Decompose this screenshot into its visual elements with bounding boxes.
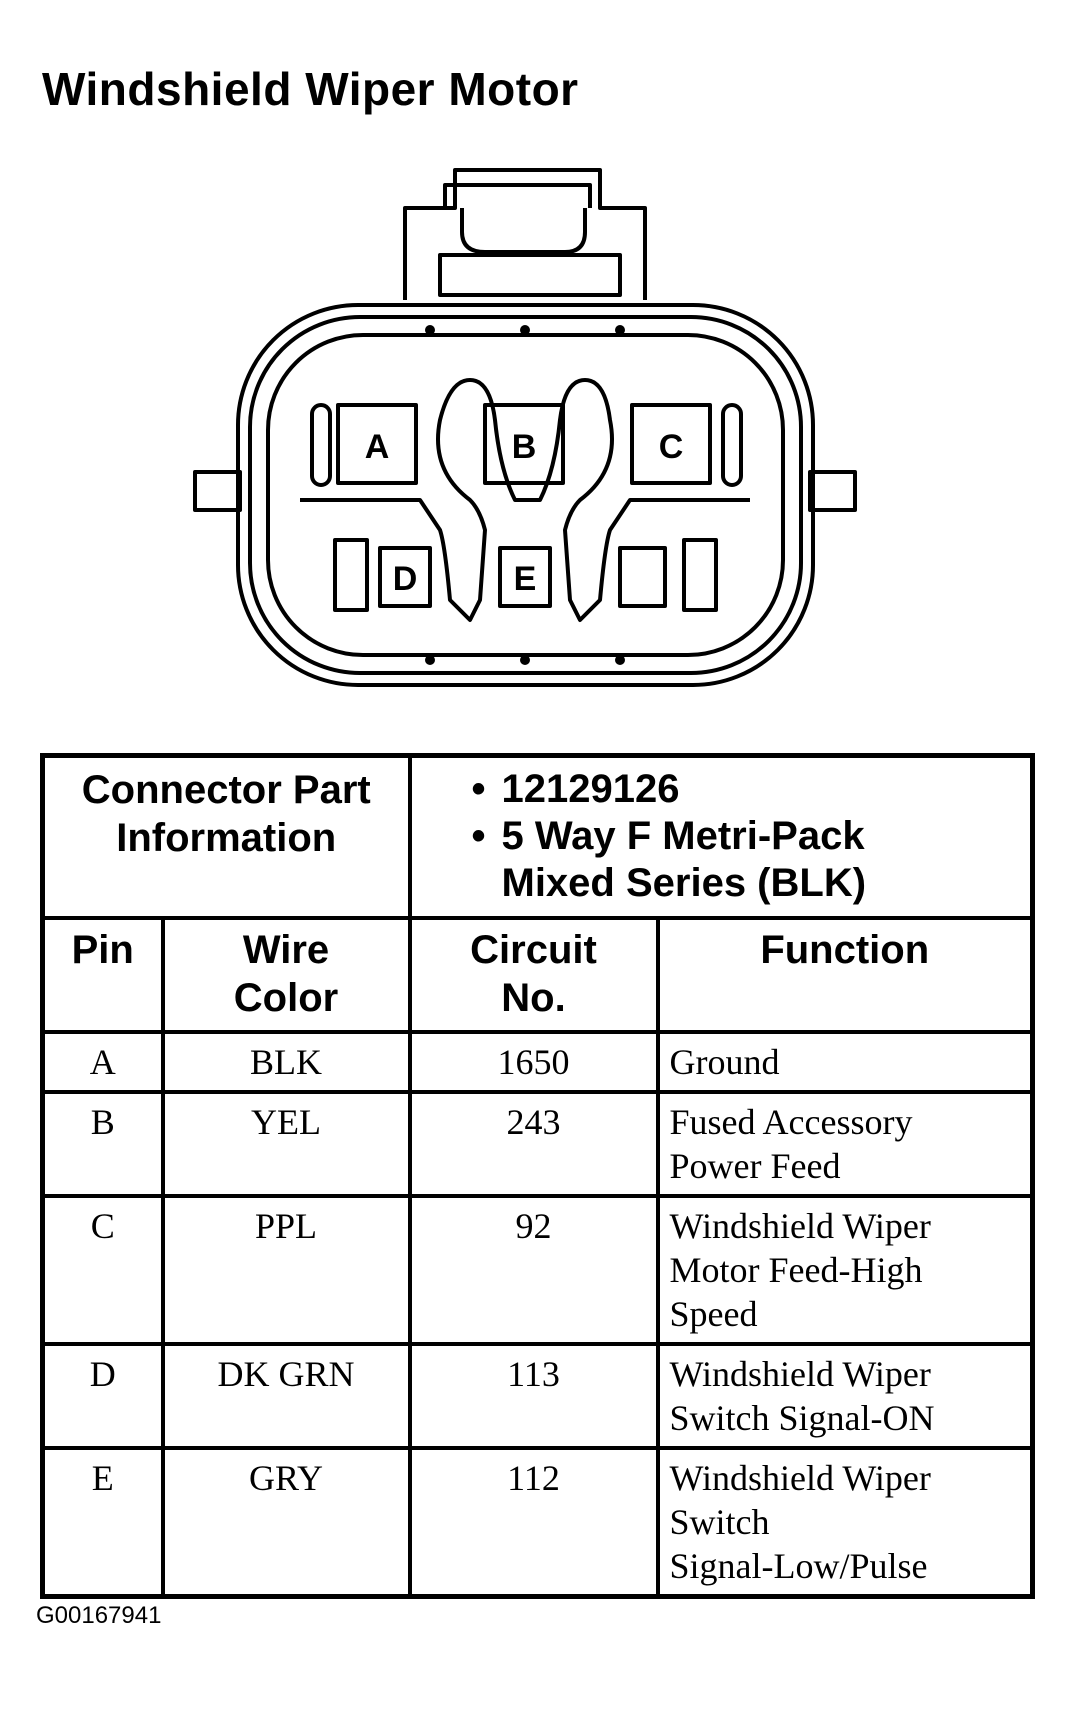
row-d-pin: D bbox=[43, 1344, 163, 1448]
row-b-function-line2: Power Feed bbox=[669, 1146, 841, 1186]
row-c-circuit: 92 bbox=[410, 1196, 658, 1344]
col-header-circuit bbox=[410, 918, 658, 1032]
part-number: 12129126 bbox=[501, 767, 680, 811]
connector-series: Mixed Series (BLK) bbox=[501, 861, 867, 905]
part-info-row bbox=[43, 756, 1033, 919]
col-header-function-text: Function bbox=[760, 928, 930, 972]
row-a-circuit: 1650 bbox=[410, 1032, 658, 1092]
latch-tab bbox=[440, 255, 620, 295]
right-ear bbox=[810, 472, 855, 510]
col-header-wire-text1: Wire bbox=[242, 928, 330, 972]
row-e-function-line2: Switch bbox=[669, 1502, 770, 1542]
table-row bbox=[43, 1196, 1033, 1344]
row-d-function-line2: Switch Signal-ON bbox=[669, 1398, 935, 1438]
col-header-pin bbox=[43, 918, 163, 1032]
row-b-circuit: 243 bbox=[410, 1092, 658, 1196]
header-row bbox=[43, 918, 1033, 1032]
col-header-function bbox=[658, 918, 1033, 1032]
row-c-function-line1: Windshield Wiper bbox=[669, 1206, 931, 1246]
row-a-pin: A bbox=[43, 1032, 163, 1092]
pin-label-a: A bbox=[364, 428, 390, 466]
col-header-circuit-text1: Circuit bbox=[470, 928, 597, 972]
figure-id: G00167941 bbox=[36, 1602, 162, 1629]
pin-label-e: E bbox=[513, 560, 537, 598]
row-c-wire-color: PPL bbox=[163, 1196, 410, 1344]
pin-label-d: D bbox=[392, 560, 418, 598]
left-ear bbox=[195, 472, 240, 510]
row-e-circuit: 112 bbox=[410, 1448, 658, 1597]
col-header-wire-color bbox=[163, 918, 410, 1032]
housing-outer bbox=[238, 305, 813, 685]
row-d-wire-color: DK GRN bbox=[163, 1344, 410, 1448]
row-b-wire-color: YEL bbox=[163, 1092, 410, 1196]
pin-label-c: C bbox=[658, 428, 684, 466]
row-d-function-line1: Windshield Wiper bbox=[669, 1354, 931, 1394]
table-row bbox=[43, 1032, 1033, 1092]
connector-diagram bbox=[0, 0, 1078, 730]
col-header-wire-text2: Color bbox=[233, 976, 339, 1020]
table-row bbox=[43, 1344, 1033, 1448]
row-c-pin: C bbox=[43, 1196, 163, 1344]
row-b-function bbox=[658, 1092, 1033, 1196]
row-d-circuit: 113 bbox=[410, 1344, 658, 1448]
connector-info-table bbox=[40, 753, 1035, 1599]
row-a-function-line1: Ground bbox=[669, 1042, 780, 1082]
row-d-function bbox=[658, 1344, 1033, 1448]
col-header-pin-text: Pin bbox=[71, 928, 134, 972]
part-info-label bbox=[43, 756, 410, 919]
connector-type: 5 Way F Metri-Pack bbox=[501, 814, 865, 858]
row-c-function-line2: Motor Feed-High bbox=[669, 1250, 923, 1290]
row-a-function bbox=[658, 1032, 1033, 1092]
row-c-function-line3: Speed bbox=[669, 1294, 758, 1334]
row-e-function bbox=[658, 1448, 1033, 1597]
part-info-label-line2: Information bbox=[116, 816, 337, 860]
table-row bbox=[43, 1092, 1033, 1196]
table-row bbox=[43, 1448, 1033, 1597]
pin-label-b: B bbox=[511, 428, 537, 466]
row-b-pin: B bbox=[43, 1092, 163, 1196]
row-a-wire-color: BLK bbox=[163, 1032, 410, 1092]
row-c-function bbox=[658, 1196, 1033, 1344]
row-b-function-line1: Fused Accessory bbox=[669, 1102, 913, 1142]
part-info-values: • 12129126 • 5 Way F Metri-Pack Mixed Series (BLK) bbox=[410, 756, 1033, 919]
col-header-circuit-text2: No. bbox=[501, 976, 566, 1020]
page-title: Windshield Wiper Motor bbox=[42, 63, 579, 115]
row-e-pin: E bbox=[43, 1448, 163, 1597]
part-info-label-line1: Connector Part bbox=[81, 768, 371, 812]
row-e-function-line3: Signal-Low/Pulse bbox=[669, 1546, 928, 1586]
row-e-wire-color: GRY bbox=[163, 1448, 410, 1597]
row-e-function-line1: Windshield Wiper bbox=[669, 1458, 931, 1498]
